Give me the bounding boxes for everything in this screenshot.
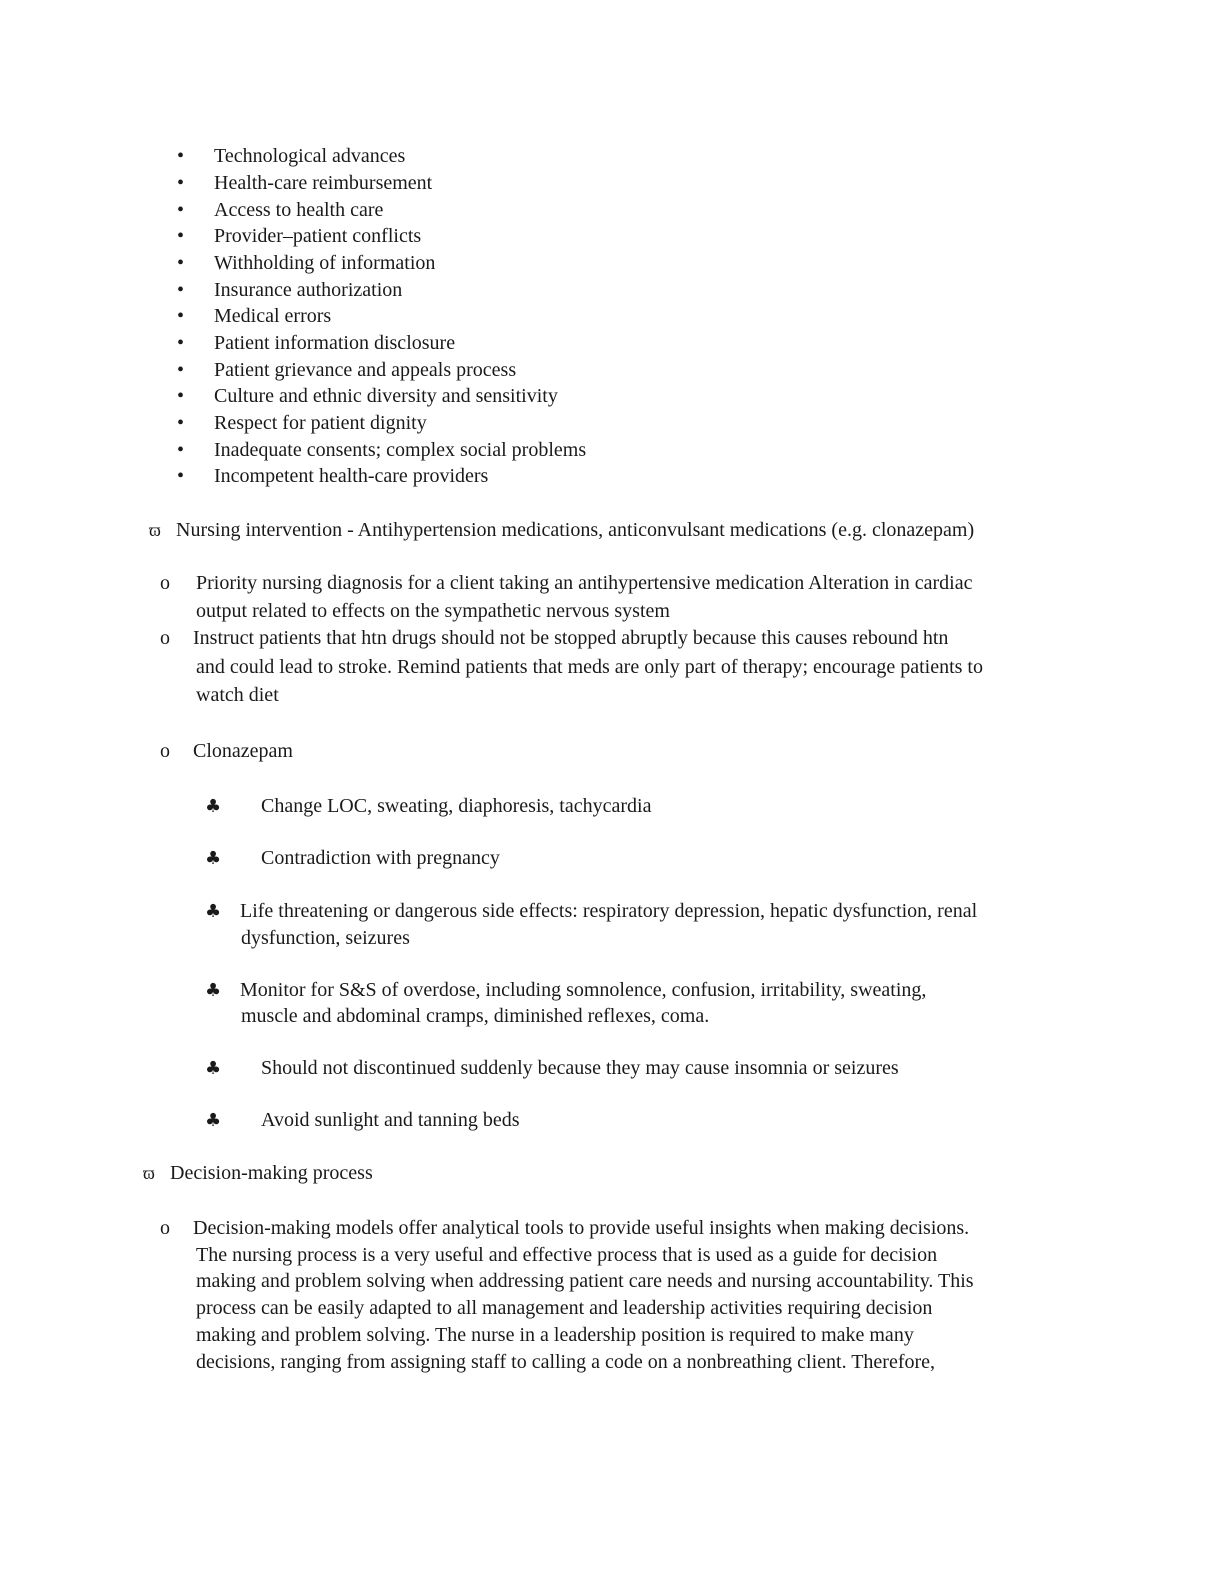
list-item-continuation: dysfunction, seizures (241, 927, 410, 949)
bullet-marker: • (177, 252, 185, 274)
list-item: Health-care reimbursement (214, 172, 433, 194)
list-item: Respect for patient dignity (214, 412, 427, 434)
list-item: Should not discontinued suddenly because they may cause insomnia or seizures (261, 1057, 899, 1079)
bullet-marker: • (177, 279, 185, 301)
list-item: Change LOC, sweating, diaphoresis, tachycardia (261, 795, 652, 817)
section-marker-icon: ϖ (143, 1163, 155, 1183)
list-item: Patient grievance and appeals process (214, 359, 517, 381)
circle-marker: o (160, 572, 170, 594)
list-item: Life threatening or dangerous side effects: respiratory depression, hepatic dysfunction, renal (240, 900, 978, 922)
paragraph-line: output related to effects on the sympathetic nervous system (196, 600, 670, 622)
club-icon: ♣ (205, 980, 222, 1001)
section-heading: Decision-making process (170, 1162, 373, 1184)
list-item: Medical errors (214, 305, 332, 327)
bullet-marker: • (177, 199, 185, 221)
bullet-marker: • (177, 439, 185, 461)
circle-marker: o (160, 740, 170, 762)
club-icon: ♣ (205, 901, 222, 922)
bullet-marker: • (177, 332, 185, 354)
list-item: Insurance authorization (214, 279, 403, 301)
list-item: Withholding of information (214, 252, 436, 274)
list-item: Patient information disclosure (214, 332, 456, 354)
bullet-marker: • (177, 412, 185, 434)
paragraph-line: and could lead to stroke. Remind patients that meds are only part of therapy; encourage patients to (196, 656, 983, 678)
paragraph-line: watch diet (196, 684, 279, 706)
paragraph-line: decisions, ranging from assigning staff to calling a code on a nonbreathing client. Therefore, (196, 1351, 936, 1373)
club-icon: ♣ (205, 1058, 222, 1079)
list-item: Incompetent health-care providers (214, 465, 489, 487)
list-item: Inadequate consents; complex social problems (214, 439, 587, 461)
bullet-marker: • (177, 172, 185, 194)
circle-marker: o (160, 627, 170, 649)
list-item-continuation: muscle and abdominal cramps, diminished reflexes, coma. (241, 1005, 710, 1027)
paragraph-line: Instruct patients that htn drugs should not be stopped abruptly because this causes rebound htn (193, 627, 949, 649)
list-item: Contradiction with pregnancy (261, 847, 500, 869)
paragraph-line: Priority nursing diagnosis for a client taking an antihypertensive medication Alteration in cardiac (196, 572, 973, 594)
club-icon: ♣ (205, 796, 222, 817)
section-marker-icon: ϖ (149, 520, 161, 540)
paragraph-line: Decision-making models offer analytical tools to provide useful insights when making decisions. (193, 1217, 970, 1239)
circle-marker: o (160, 1217, 170, 1239)
paragraph-line: The nursing process is a very useful and effective process that is used as a guide for decision (196, 1244, 938, 1266)
bullet-marker: • (177, 225, 185, 247)
bullet-marker: • (177, 359, 185, 381)
list-item: Monitor for S&S of overdose, including somnolence, confusion, irritability, sweating, (240, 979, 927, 1001)
subheading: Clonazepam (193, 740, 293, 762)
bullet-marker: • (177, 145, 185, 167)
section-heading: Nursing intervention - Antihypertension medications, anticonvulsant medications (e.g. clonazepam) (176, 519, 975, 541)
paragraph-line: making and problem solving. The nurse in a leadership position is required to make many (196, 1324, 914, 1346)
list-item: Technological advances (214, 145, 406, 167)
list-item: Culture and ethnic diversity and sensitivity (214, 385, 558, 407)
list-item: Provider–patient conflicts (214, 225, 422, 247)
club-icon: ♣ (205, 1110, 222, 1131)
bullet-marker: • (177, 465, 185, 487)
club-icon: ♣ (205, 848, 222, 869)
list-item: Access to health care (214, 199, 384, 221)
paragraph-line: making and problem solving when addressing patient care needs and nursing accountability. This (196, 1270, 974, 1292)
bullet-marker: • (177, 305, 185, 327)
paragraph-line: process can be easily adapted to all management and leadership activities requiring decision (196, 1297, 933, 1319)
list-item: Avoid sunlight and tanning beds (261, 1109, 520, 1131)
bullet-marker: • (177, 385, 185, 407)
